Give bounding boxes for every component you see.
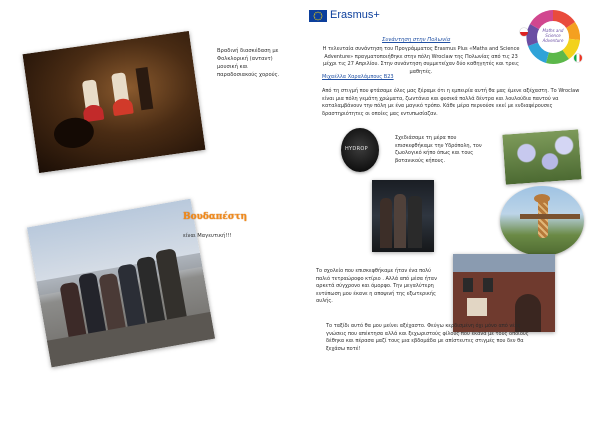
article-intro: Η τελευταία συνάντηση του Προγράμματος Erasmus Plus «Maths and Science Adventure» πραγματοποιήθηκε στην πόλη Wroclaw της Πολωνίας από τις 23 μέχρι τις 27 Απριλίου. Στην συνάντηση συμμετείχαν δύο καθηγητές και τρεις μαθητές. — [322, 46, 520, 75]
closing-text: Το ταξίδι αυτό θα μου μείνει αξέχαστο. Φεύγω κερδισμένη όχι μόνο από νέες γνώσεις που απέκτησα αλλά και ξεχωριστούς φίλους που έκανα με τους οποίους δέθηκα και πέρασα μαζί τους μια εβδομάδα με απίστευτες στιγμές που δεν θα ξεχάσω ποτέ! — [326, 323, 529, 352]
hydropolis-group-photo — [372, 180, 434, 252]
flag-icons — [574, 54, 582, 62]
school-building-photo — [453, 254, 555, 332]
article-author: Μιχαέλλα Χαραλάμπους Β23 — [322, 74, 394, 80]
budapest-caption: είναι Μαγευτική!!! — [183, 233, 232, 239]
zoo-giraffe-photo — [500, 186, 584, 256]
hydro-caption: Σχεδιάσαμε τη μέρα που επισκεφθήκαμε την Υδρόπολη, τον ζωολογικό κήπο όπως και τους βοτανικούς κήπους. — [395, 135, 482, 164]
erasmus-label: Erasmus+ — [330, 9, 380, 21]
budapest-group-photo — [27, 199, 215, 368]
project-logo — [524, 8, 582, 66]
eu-flag-icon — [309, 10, 327, 22]
article-body: Από τη στιγμή που φτάσαμε όλες μας ξέραμε ότι η εμπειρία αυτή θα μας έμενε αξέχαστη. Το Wroclaw είναι μια πόλη γεμάτη χρώματα, ζωντάνια και φυσικά πολλά δέντρα και λουλούδια παντού να καταλαμβάνουν την πόλη με ένα μαγικό τρόπο. Κάθε μέρα περνούσε εκεί με ενδιαφέρουσες δραστηριότητες οι οποίες μας εντυπωσίαζαν. — [322, 88, 580, 117]
article-title: Συνάντηση στην Πολωνία — [382, 37, 451, 43]
flag-icons — [520, 28, 528, 36]
hydro-sign: HYDROP — [345, 146, 368, 152]
night-caption: Βραδινή διασκέδαση με Φολκλορική (ανταντ) μουσική και παραδοσιακούς χορούς. — [217, 48, 280, 78]
hydropolis-photo — [341, 128, 379, 172]
botanical-flowers-photo — [502, 129, 581, 184]
folk-dance-photo — [22, 31, 205, 173]
school-caption: Το σχολείο που επισκεφθήκαμε ήταν ένα πολύ παλιό τετραώροφο κτίριο . Αλλά από μέσα ήταν αρκετά σύγχρονο και όμορφο. Την μεγαλύτερη εντύπωση μου έκανε η αποψινή της εξωτερικής αυλής. — [316, 268, 437, 304]
budapest-title: Βουδαπέστη — [183, 212, 248, 222]
logo-text: Maths and Science Adventure — [542, 28, 564, 43]
